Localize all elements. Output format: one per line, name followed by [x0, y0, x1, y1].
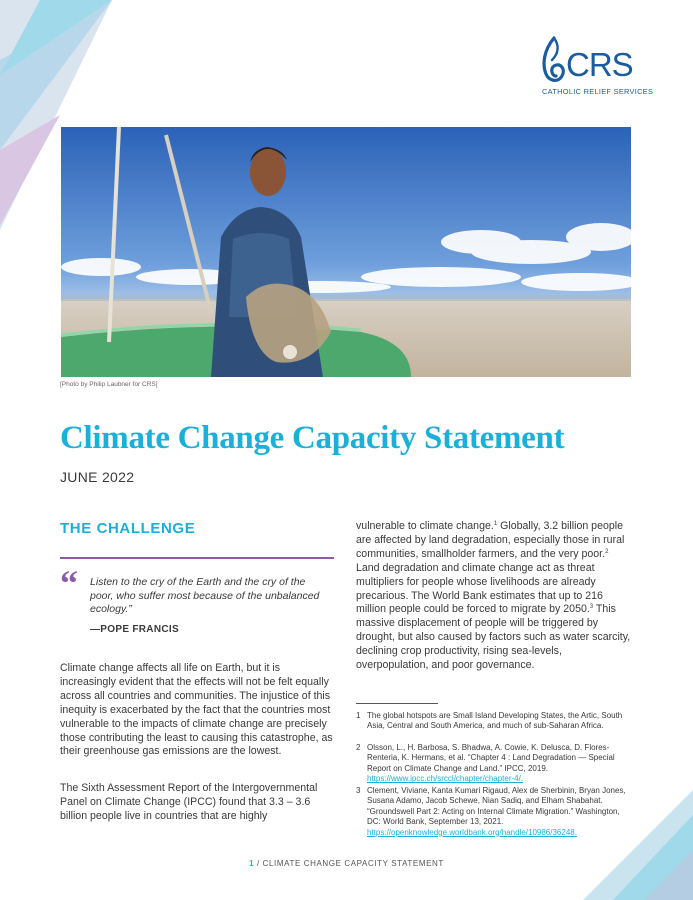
- page-number: 1: [249, 859, 255, 868]
- footnote-number: 1: [356, 711, 361, 720]
- footnote-ref[interactable]: 3: [589, 604, 594, 611]
- footnote-link[interactable]: https://www.ipcc.ch/srccl/chapter/chapter-4/.: [367, 774, 524, 784]
- footnote-ref[interactable]: 2: [605, 548, 609, 555]
- footnote-ref[interactable]: 1: [493, 521, 498, 527]
- hero-photo: [61, 127, 631, 377]
- body-text: This massive displacement of people will be triggered by drought, but also caused by factors such as water scarcity, declining crop productivity, rising sea-levels, overpopulation, and poor governance.: [356, 603, 631, 672]
- footnote: [356, 711, 632, 732]
- body-paragraph: The Sixth Assessment Report of the Intergovernmental Panel on Climate Change (IPCC) found that 3.3 – 3.6 billion people live in countries that are highly: [60, 782, 318, 822]
- footnote-number: 2: [356, 743, 361, 752]
- section-divider: [60, 557, 334, 559]
- document-date: JUNE 2022: [60, 469, 135, 485]
- pull-quote: Listen to the cry of the Earth and the cry of the poor, who suffer most because of the unbalanced ecology.”: [90, 576, 320, 615]
- logo-wordmark: CRS: [566, 46, 633, 83]
- quote-attribution: —POPE FRANCIS: [90, 624, 179, 635]
- footer-label: CLIMATE CHANGE CAPACITY STATEMENT: [262, 859, 444, 868]
- footnote-divider: [356, 703, 438, 704]
- footnote-text: The global hotspots are Small Island Developing States, the Artic, South Asia, Central and South America, and much of sub-Saharan Africa.: [367, 711, 623, 731]
- footer-separator: /: [256, 859, 260, 868]
- crs-logo: [540, 34, 654, 100]
- body-text: Globally, 3.2 billion people are affected by land degradation, especially those in rural communities, smallholder farmers, and the very poor.: [356, 520, 625, 560]
- quote-mark-icon: “: [60, 563, 78, 603]
- footnote-link[interactable]: https://openknowledge.worldbank.org/handle/10986/36248.: [367, 827, 577, 837]
- crs-flame-icon: [540, 36, 568, 84]
- footnote: [356, 786, 632, 838]
- section-heading: THE CHALLENGE: [60, 520, 196, 537]
- footnote-number: 3: [356, 786, 361, 795]
- photo-caption: [Photo by Philip Laubner for CRS]: [60, 381, 158, 388]
- footnote-text: Olsson, L., H. Barbosa, S. Bhadwa, A. Cowie, K. Delusca, D. Flores-Renteria, K. Hermans, et al. “Chapter 4 : Land Degradation — Special Report on Climate Change and Land.” IPCC, 2019.: [367, 743, 615, 773]
- body-text: Land degradation and climate change act as threat multipliers for people whose livelihoods are already precarious. The World Bank estimates that up to 216 million people could be forced to migrate by 2050.: [356, 561, 603, 616]
- page-footer: [0, 859, 693, 868]
- body-text: vulnerable to climate change.: [356, 520, 494, 532]
- logo-subtitle: CATHOLIC RELIEF SERVICES: [542, 87, 654, 96]
- document-title: Climate Change Capacity Statement: [60, 420, 565, 456]
- body-paragraph: [356, 520, 632, 673]
- hero-photo-illustration: [61, 127, 631, 377]
- footnote-text: Clement, Viviane, Kanta Kumari Rigaud, Alex de Sherbinin, Bryan Jones, Susana Adamo, Jacob Schewe, Nian Sadiq, and Elham Shabahat. “Groundswell Part 2: Acting on Internal Climate Migration.” Washington, DC: World Bank, September 13, 2021.: [367, 786, 626, 827]
- footnote: [356, 743, 632, 785]
- body-paragraph: Climate change affects all life on Earth, but it is increasingly evident that the effects will not be felt equally across all countries and communities. The injustice of this inequity is exacerbated by the fact that the countries most vulnerable to the impacts of climate change are precisely those contributing the least to causing this catastrophe, as their greenhouse gas emissions are the lowest.: [60, 662, 333, 758]
